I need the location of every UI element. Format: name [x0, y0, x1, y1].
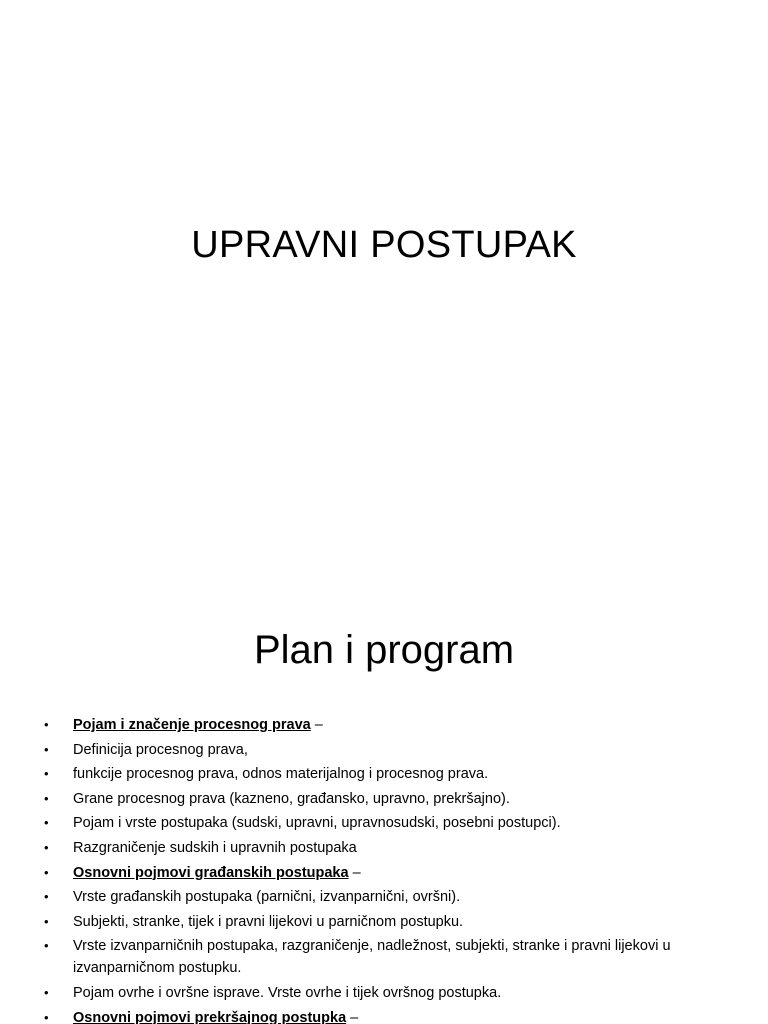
list-item-text: – — [346, 1009, 359, 1024]
list-item — [44, 788, 744, 810]
list-item-text: Vrste izvanparničnih postupaka, razgraničenje, nadležnost, subjekti, stranke i pravni lijekovi u izvanparničnom postupku. — [73, 938, 671, 977]
list-item-text: funkcije procesnog prava, odnos materijalnog i procesnog prava. — [73, 766, 489, 783]
bullet-icon: • — [44, 839, 49, 855]
list-item-text: Subjekti, stranke, tijek i pravni lijekovi u parničnom postupku. — [73, 913, 464, 930]
bullet-icon: • — [44, 913, 49, 929]
list-item-text: Definicija procesnog prava, — [73, 741, 248, 758]
bullet-icon: • — [44, 790, 49, 806]
list-item-text: Grane procesnog prava (kazneno, građansko, upravno, prekršajno). — [73, 790, 510, 807]
bullet-icon: • — [44, 815, 49, 831]
list-item — [44, 763, 744, 785]
list-item-text: Vrste građanskih postupaka (parnični, izvanparnični, ovršni). — [73, 889, 461, 906]
bullet-icon: • — [44, 938, 49, 954]
list-item-heading: Osnovni pojmovi građanskih postupaka — [73, 864, 349, 881]
bullet-icon: • — [44, 717, 49, 732]
list-item-text: Pojam i vrste postupaka (sudski, upravni, upravnosudski, posebni postupci). — [73, 815, 561, 832]
list-item-text: Razgraničenje sudskih i upravnih postupaka — [73, 839, 357, 856]
list-item-text: – — [310, 717, 323, 733]
list-item-heading: Osnovni pojmovi prekršajnog postupka — [73, 1009, 347, 1024]
list-item — [44, 739, 744, 761]
list-item — [44, 886, 744, 908]
bullet-icon: • — [44, 1009, 49, 1024]
list-item — [44, 714, 744, 736]
bullet-icon: • — [44, 864, 49, 880]
list-item — [44, 837, 744, 859]
list-item — [44, 812, 744, 834]
bullet-icon: • — [44, 889, 49, 905]
plan-bullet-list — [44, 714, 744, 1024]
bullet-icon: • — [44, 766, 49, 782]
list-item — [44, 982, 744, 1004]
slide-title-plan-i-program: Plan i program — [253, 628, 515, 672]
list-item — [44, 1007, 744, 1024]
list-item — [44, 935, 744, 979]
list-item-heading: Pojam i značenje procesnog prava — [73, 717, 311, 733]
bullet-icon: • — [44, 741, 49, 757]
list-item-text: – — [348, 864, 361, 881]
list-item-text: Pojam ovrhe i ovršne isprave. Vrste ovrhe i tijek ovršnog postupka. — [73, 984, 502, 1001]
list-item — [44, 911, 744, 933]
slide-title-upravni-postupak: UPRAVNI POSTUPAK — [191, 224, 577, 266]
list-item — [44, 862, 744, 884]
bullet-icon: • — [44, 984, 49, 1000]
